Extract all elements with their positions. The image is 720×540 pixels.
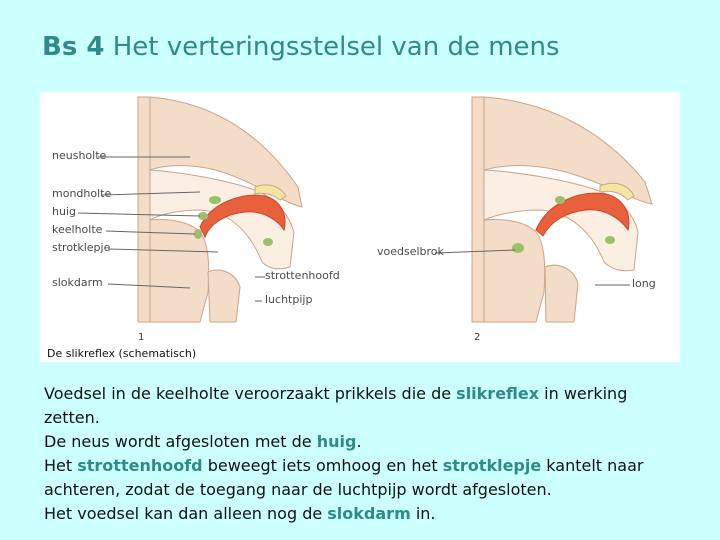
label-keelholte: keelholte [52,223,103,236]
label-huig: huig [52,205,76,218]
paragraph-4 [44,502,684,526]
label-strotklepje: strotklepje [52,241,111,254]
label-neusholte: neusholte [52,149,107,162]
term-slokdarm: slokdarm [327,504,411,523]
label-long: long [632,277,656,290]
panel-2-illustration [472,97,652,322]
text-span: Het voedsel kan dan alleen nog de [44,504,328,523]
panel-number-1: 1 [138,332,145,343]
text-span: De neus wordt afgesloten met de [44,432,317,451]
label-strottenhoofd: strottenhoofd [265,269,340,282]
title-text: Het verteringsstelsel van de mens [112,32,560,62]
label-mondholte: mondholte [52,187,112,200]
text-span: Het [44,456,78,475]
term-slikreflex: slikreflex [456,384,540,403]
label-luchtpijp: luchtpijp [265,293,313,306]
text-span: beweegt iets omhoog en het [202,456,443,475]
panel-1-illustration [138,97,302,322]
label-voedselbrok: voedselbrok [377,245,444,258]
figure-caption: De slikreflex (schematisch) [47,347,197,360]
label-slokdarm: slokdarm [52,276,103,289]
term-strotklepje: strotklepje [442,456,542,475]
text-span: Voedsel in de keelholte veroorzaakt prikkels die de [44,384,457,403]
term-strottenhoofd: strottenhoofd [77,456,203,475]
body-text [44,382,684,526]
text-span: kantelt naar achteren, zodat de toegang naar de luchtpijp wordt afgesloten. [44,456,644,499]
panel-number-2: 2 [474,332,481,343]
term-huig: huig [316,432,357,451]
text-span: in. [410,504,436,523]
paragraph-3 [44,454,684,502]
swallow-reflex-figure [40,92,680,362]
title-prefix: Bs 4 [42,32,105,62]
text-span: . [356,432,362,451]
page-title [42,32,560,62]
text-span: in werking zetten. [44,384,628,427]
paragraph-2 [44,430,684,454]
paragraph-1 [44,382,684,430]
figure-drawing [40,92,680,362]
